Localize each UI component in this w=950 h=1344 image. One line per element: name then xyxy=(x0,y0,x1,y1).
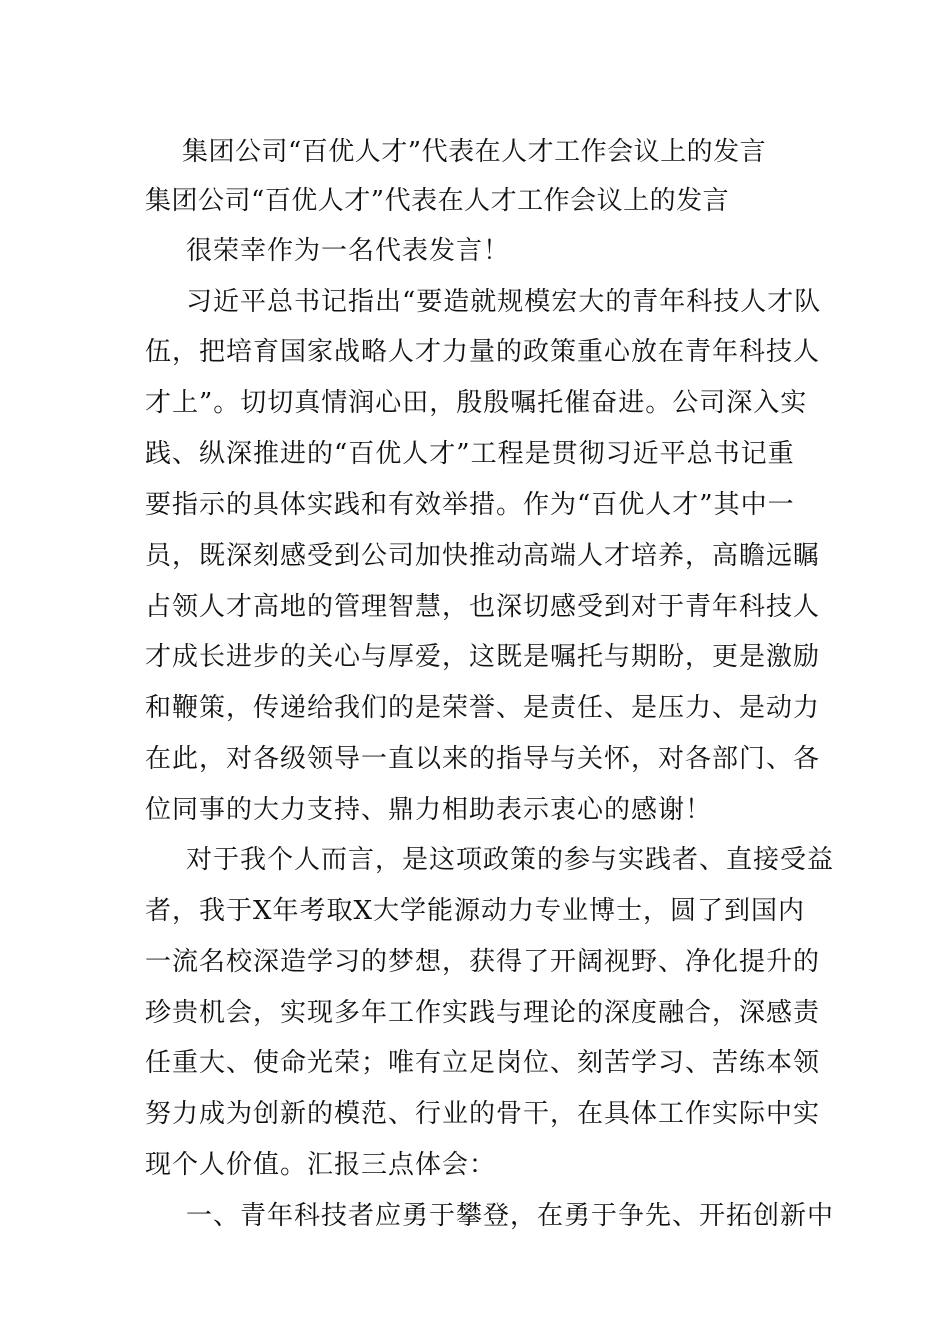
paragraph-line: 现个人价值。汇报三点体会： xyxy=(145,1150,497,1180)
paragraph-line: 位同事的大力支持、鼎力相助表示衷心的感谢！ xyxy=(145,795,713,825)
paragraph-line: 珍贵机会，实现多年工作实践与理论的深度融合，深感责 xyxy=(145,998,821,1028)
paragraph-line: 要指示的具体实践和有效举措。作为“百优人才”其中一 xyxy=(145,490,795,520)
paragraph-line: 很荣幸作为一名代表发言！ xyxy=(186,236,511,266)
paragraph-line: 和鞭策，传递给我们的是荣誉、是责任、是压力、是动力 xyxy=(145,693,821,723)
paragraph-line: 一、青年科技者应勇于攀登，在勇于争先、开拓创新中 xyxy=(186,1201,835,1231)
document-title: 集团公司“百优人才”代表在人才工作会议上的发言 xyxy=(182,137,767,167)
paragraph-line: 习近平总书记指出“要造就规模宏大的青年科技人才队 xyxy=(186,287,822,317)
paragraph-line: 者，我于X年考取X大学能源动力专业博士，圆了到国内 xyxy=(145,896,806,926)
paragraph-line: 在此，对各级领导一直以来的指导与关怀，对各部门、各 xyxy=(145,744,821,774)
paragraph-line: 员，既深刻感受到公司加快推动高端人才培养，高瞻远瞩 xyxy=(145,541,821,571)
paragraph-line: 才上”。切切真情润心田，殷殷嘱托催奋进。公司深入实 xyxy=(145,388,808,418)
paragraph-line: 占领人才高地的管理智慧，也深切感受到对于青年科技人 xyxy=(145,592,821,622)
document-subtitle: 集团公司“百优人才”代表在人才工作会议上的发言 xyxy=(145,186,730,216)
paragraph-line: 才成长进步的关心与厚爱，这既是嘱托与期盼，更是激励 xyxy=(145,642,821,672)
paragraph-line: 努力成为创新的模范、行业的骨干，在具体工作实际中实 xyxy=(145,1099,821,1129)
paragraph-line: 一流名校深造学习的梦想，获得了开阔视野、净化提升的 xyxy=(145,947,821,977)
paragraph-line: 伍，把培育国家战略人才力量的政策重心放在青年科技人 xyxy=(145,337,821,367)
paragraph-line: 对于我个人而言，是这项政策的参与实践者、直接受益 xyxy=(186,845,835,875)
paragraph-line: 践、纵深推进的“百优人才”工程是贯彻习近平总书记重 xyxy=(145,439,795,469)
paragraph-line: 任重大、使命光荣；唯有立足岗位、刻苦学习、苦练本领 xyxy=(145,1048,821,1078)
